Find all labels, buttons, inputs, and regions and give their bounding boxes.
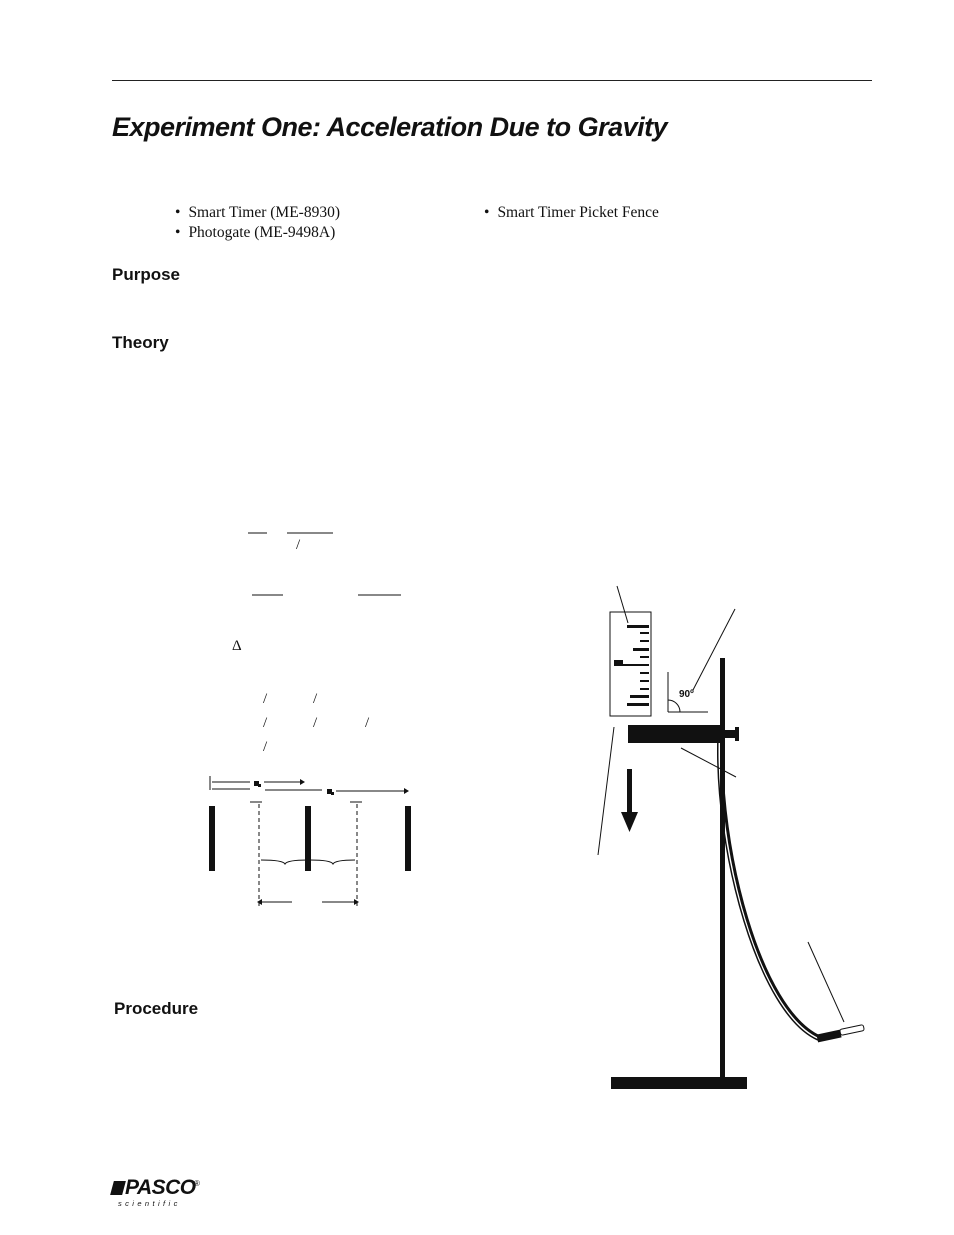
- fence-mark: [640, 688, 649, 690]
- equipment-item-picket-fence: • Smart Timer Picket Fence: [484, 203, 659, 223]
- fence-mark: [627, 703, 649, 706]
- callout-line: [681, 748, 736, 777]
- cable-plug-tip: [840, 1025, 865, 1036]
- callout-line: [598, 727, 614, 855]
- photogate-body: [628, 725, 720, 743]
- callout-line: [617, 586, 628, 623]
- equation-slash: /: [263, 715, 268, 731]
- cable-plug: [816, 1030, 841, 1043]
- logo-wordmark: PASCO: [112, 1177, 222, 1199]
- photogate-cable: [722, 735, 820, 1037]
- logo-subtext: scientific: [118, 1199, 181, 1208]
- equation-slash: /: [313, 715, 318, 731]
- fence-mark: [640, 680, 649, 682]
- equipment-item-smart-timer: • Smart Timer (ME-8930): [175, 203, 340, 223]
- equation-slash: /: [313, 691, 318, 707]
- fence-mark: [627, 625, 649, 628]
- equation-slash: /: [296, 537, 301, 553]
- equation-delta-symbol: Δ: [232, 638, 242, 654]
- fence-mark: [640, 672, 649, 674]
- fall-direction-arrow-head: [621, 812, 638, 832]
- fence-mark: [640, 632, 649, 634]
- angle-arc: [668, 700, 680, 712]
- photogate-cable-edge: [718, 736, 818, 1040]
- section-heading-purpose: Purpose: [112, 265, 181, 284]
- section-heading-procedure: Procedure: [114, 999, 199, 1018]
- fence-mark: [640, 640, 649, 642]
- pasco-logo: [112, 1177, 222, 1211]
- equation-slash: /: [365, 715, 370, 731]
- fence-mark: [640, 656, 649, 658]
- fence-mark: [630, 695, 649, 698]
- equation-slash: /: [263, 739, 268, 755]
- stand-base: [611, 1077, 747, 1089]
- fence-mark: [633, 648, 649, 651]
- registered-mark: ®: [194, 1179, 200, 1188]
- angle-label: 90º: [679, 689, 694, 700]
- fence-mark: [619, 664, 649, 666]
- callout-line: [808, 942, 844, 1022]
- equation-slash: /: [263, 691, 268, 707]
- stand-rod: [720, 658, 725, 1078]
- section-heading-theory: Theory: [112, 333, 169, 352]
- page-title: Experiment One: Acceleration Due to Gravity: [112, 112, 668, 142]
- photogate-clamp: [718, 730, 736, 738]
- fall-direction-arrow-shaft: [627, 769, 632, 814]
- callout-line: [693, 609, 735, 690]
- photogate-clamp-knob: [735, 727, 739, 741]
- equipment-item-photogate: • Photogate (ME-9498A): [175, 223, 340, 243]
